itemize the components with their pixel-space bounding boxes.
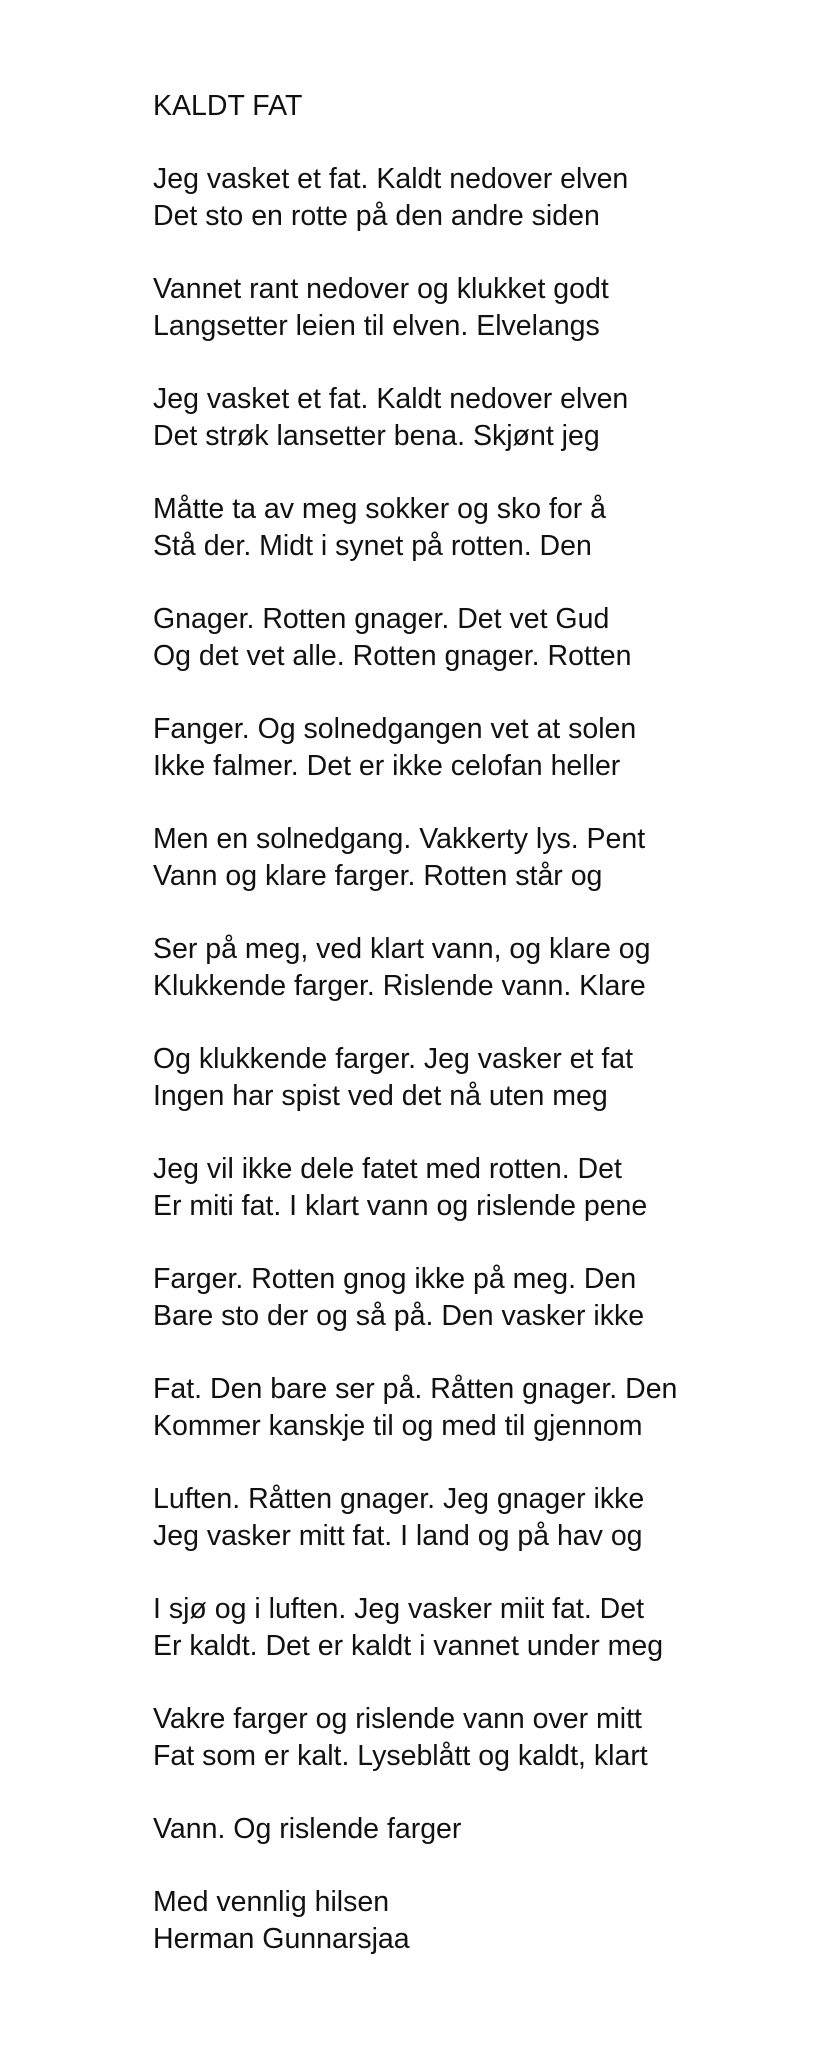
signature-name: Herman Gunnarsjaa xyxy=(153,1923,410,1955)
poem-line: Og klukkende farger. Jeg vasker et fat xyxy=(153,1043,634,1075)
poem-line: Vakre farger og rislende vann over mitt xyxy=(153,1703,642,1735)
poem-line: Det sto en rotte på den andre siden xyxy=(153,200,600,232)
signature-block xyxy=(153,1884,813,1958)
poem-line: Ingen har spist ved det nå uten meg xyxy=(153,1080,608,1112)
stanza-1 xyxy=(153,161,813,235)
signature-closing: Med vennlig hilsen xyxy=(153,1886,390,1918)
poem-line: I sjø og i luften. Jeg vasker miit fat. Det xyxy=(153,1593,645,1625)
stanza-15 xyxy=(153,1701,813,1775)
poem-title: KALDT FAT xyxy=(153,90,303,122)
poem-line: Gnager. Rotten gnager. Det vet Gud xyxy=(153,603,610,635)
stanza-16 xyxy=(153,1811,813,1848)
stanza-13 xyxy=(153,1481,813,1555)
stanza-9 xyxy=(153,1041,813,1115)
poem-line: Fanger. Og solnedgangen vet at solen xyxy=(153,713,637,745)
poem-line: Jeg vasker mitt fat. I land og på hav og xyxy=(153,1520,643,1552)
stanza-8 xyxy=(153,931,813,1005)
stanza-3 xyxy=(153,381,813,455)
poem-line: Vann og klare farger. Rotten står og xyxy=(153,860,603,892)
stanza-7 xyxy=(153,821,813,895)
stanza-14 xyxy=(153,1591,813,1665)
poem-line: Men en solnedgang. Vakkerty lys. Pent xyxy=(153,823,646,855)
poem-line: Og det vet alle. Rotten gnager. Rotten xyxy=(153,640,632,672)
poem-line: Vann. Og rislende farger xyxy=(153,1813,462,1845)
poem-line: Bare sto der og så på. Den vasker ikke xyxy=(153,1300,645,1332)
poem-line: Er kaldt. Det er kaldt i vannet under meg xyxy=(153,1630,664,1662)
poem-line: Ser på meg, ved klart vann, og klare og xyxy=(153,933,651,965)
poem-line: Luften. Råtten gnager. Jeg gnager ikke xyxy=(153,1483,645,1515)
poem-line: Jeg vil ikke dele fatet med rotten. Det xyxy=(153,1153,622,1185)
poem-line: Fat. Den bare ser på. Råtten gnager. Den xyxy=(153,1373,678,1405)
stanza-2 xyxy=(153,271,813,345)
stanza-4 xyxy=(153,491,813,565)
poem-line: Langsetter leien til elven. Elvelangs xyxy=(153,310,600,342)
poem-line: Vannet rant nedover og klukket godt xyxy=(153,273,609,305)
poem-line: Er miti fat. I klart vann og rislende pene xyxy=(153,1190,648,1222)
poem-line: Ikke falmer. Det er ikke celofan heller xyxy=(153,750,621,782)
poem-line: Det strøk lansetter bena. Skjønt jeg xyxy=(153,420,600,452)
stanza-12 xyxy=(153,1371,813,1445)
poem-line: Jeg vasket et fat. Kaldt nedover elven xyxy=(153,383,629,415)
stanza-11 xyxy=(153,1261,813,1335)
poem-line: Fat som er kalt. Lyseblått og kaldt, klart xyxy=(153,1740,648,1772)
poem-line: Kommer kanskje til og med til gjennom xyxy=(153,1410,643,1442)
poem-line: Klukkende farger. Rislende vann. Klare xyxy=(153,970,646,1002)
poem-line: Måtte ta av meg sokker og sko for å xyxy=(153,493,607,525)
stanza-10 xyxy=(153,1151,813,1225)
stanza-6 xyxy=(153,711,813,785)
stanza-5 xyxy=(153,601,813,675)
poem-line: Farger. Rotten gnog ikke på meg. Den xyxy=(153,1263,637,1295)
poem-line: Stå der. Midt i synet på rotten. Den xyxy=(153,530,592,562)
poem-line: Jeg vasket et fat. Kaldt nedover elven xyxy=(153,163,629,195)
poem-document xyxy=(153,88,813,1958)
